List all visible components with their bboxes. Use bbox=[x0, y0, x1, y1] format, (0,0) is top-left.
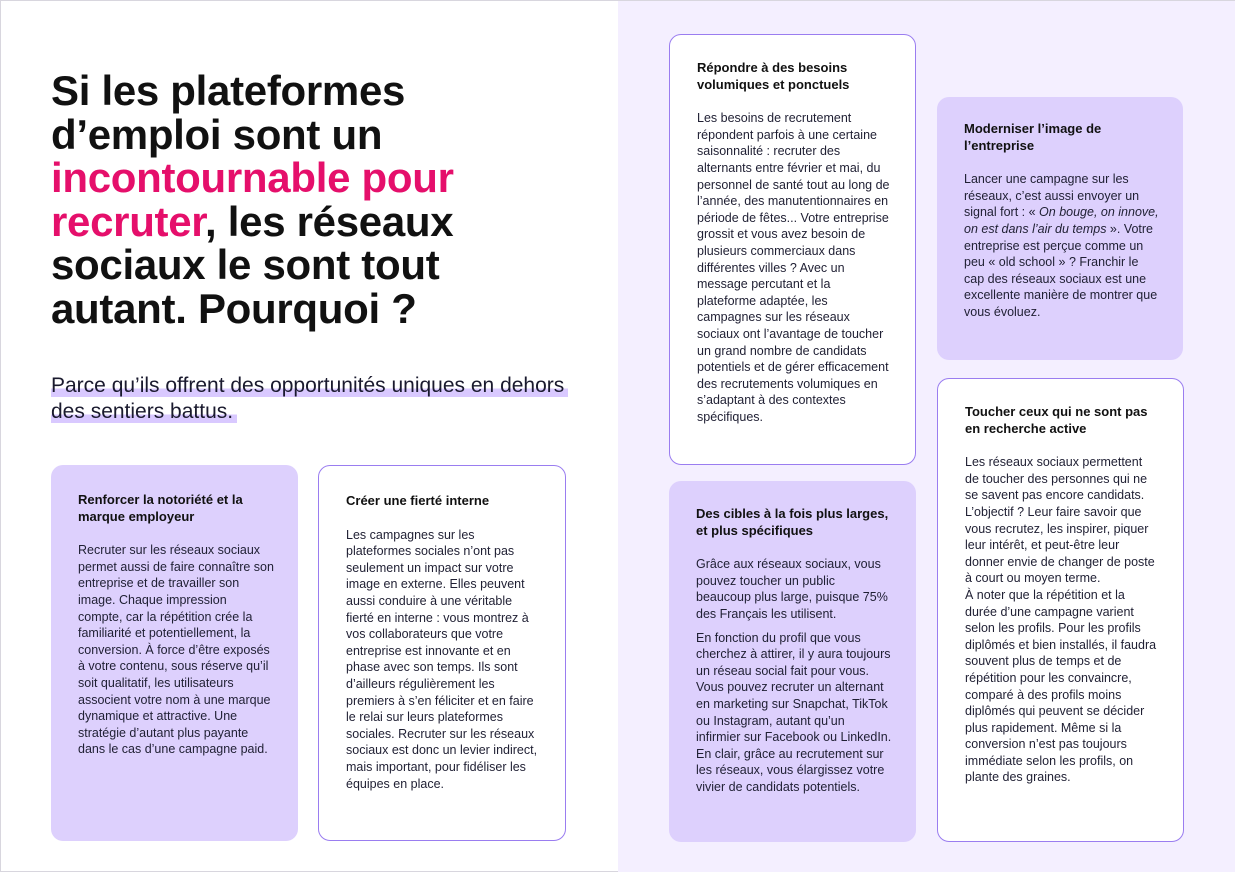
card-body-quote: On bouge, on innove, on est dans l’air du temps bbox=[964, 205, 1159, 236]
card-body: Les besoins de recrutement répondent parfois à une certaine saisonnalité : recruter des alternants entre février et mai, du personnel de santé tout au long de l’année, des manutentionnaires en période de fêtes... Votre entreprise grossit et vous avez besoin de plusieurs commerciaux dans différentes villes ? Avec un message percutant et la plateforme adaptée, les campagnes sur les réseaux sociaux ont l’avantage de toucher un grand nombre de candidats potentiels et de gérer efficacement des recrutements volumiques en s’adaptant à des contextes spécifiques. bbox=[697, 111, 890, 424]
card-body-paragraph-1: Les réseaux sociaux permettent de toucher des personnes qui ne se savent pas encore candidats. L’objectif ? Leur faire savoir que vous recrutez, les inspirer, piquer leur intérêt, et peut-être leur donner envie de changer de poste à court ou moyen terme. bbox=[965, 455, 1155, 586]
card-body bbox=[965, 454, 1159, 786]
card-renforcer-notoriete bbox=[51, 465, 298, 841]
card-body-after-quote: ». Votre entreprise est perçue comme un peu « old school » ? Franchir le cap des réseaux sociaux est une excellente manière de montrer que vous évoluez. bbox=[964, 221, 1158, 319]
headline-accent: incontournable pour recruter bbox=[51, 154, 454, 245]
card-title: Répondre à des besoins volumiques et ponctuels bbox=[697, 60, 850, 92]
card-besoins-volumiques bbox=[669, 34, 916, 465]
card-fierte-interne bbox=[318, 465, 566, 841]
card-title: Renforcer la notoriété et la marque employeur bbox=[78, 492, 243, 524]
card-body bbox=[964, 171, 1159, 320]
card-cibles-larges bbox=[669, 481, 916, 842]
subtitle-highlighted-text: Parce qu’ils offrent des opportunités uniques en dehors des sentiers battus. bbox=[51, 374, 568, 423]
card-moderniser-image bbox=[937, 97, 1183, 360]
page-subtitle bbox=[51, 373, 571, 425]
card-title: Des cibles à la fois plus larges, et plus spécifiques bbox=[696, 506, 889, 538]
card-body-before-quote: Lancer une campagne sur les réseaux, c’est aussi envoyer un signal fort : « bbox=[964, 172, 1140, 220]
card-body-paragraph-1: Grâce aux réseaux sociaux, vous pouvez toucher un public beaucoup plus large, puisque 75% des Français les utilisent. bbox=[696, 557, 888, 621]
card-body-paragraph-2: En fonction du profil que vous cherchez à attirer, il y aura toujours un réseau social fait pour vous. Vous pouvez recruter un alternant en marketing sur Snapchat, TikTok ou Instagram, autant qu’un infirmier sur Facebook ou LinkedIn. En clair, grâce au recrutement sur les réseaux, vous élargissez votre vivier de candidats potentiels. bbox=[696, 630, 892, 794]
card-body: Les campagnes sur les plateformes sociales n’ont pas seulement un impact sur votre image en externe. Elles peuvent aussi conduire à une véritable fierté en interne : vous montrez à vos collaborateurs que votre entreprise est innovante et en phase avec son temps. Ils sont d’ailleurs régulièrement les premiers à s’en féliciter et en faire le relai sur leurs plateformes sociales. Recruter sur les réseaux sociaux est donc un levier indirect, mais important, pour fidéliser les équipes en place. bbox=[346, 527, 538, 791]
card-title: Toucher ceux qui ne sont pas en recherche active bbox=[965, 404, 1148, 436]
card-title: Créer une fierté interne bbox=[346, 493, 490, 508]
card-body-paragraph-2: À noter que la répétition et la durée d’une campagne varient selon les profils. Pour les profils diplômés et bien installés, il faudra souvent plus de temps et de répétition pour les convaincre, comparé à des profils moins diplômés qui peuvent se décider plus rapidement. Même si la conversion n’est pas toujours immédiate selon les profils, on plante des graines. bbox=[965, 587, 1157, 785]
headline-part-1: Si les plateformes d’emploi sont un bbox=[51, 67, 406, 158]
card-title: Moderniser l’image de l’entreprise bbox=[964, 121, 1102, 153]
card-body: Recruter sur les réseaux sociaux permet aussi de faire connaître son entreprise et de travailler son image. Chaque impression compte, car la répétition crée la familiarité et potentiellement, la conversion. À force d’être exposés à votre contenu, sous réserve qu’il soit qualitatif, les utilisateurs associent votre nom à une marque dynamique et attractive. Une stratégie d’autant plus payante dans le cas d’une campagne paid. bbox=[78, 543, 274, 757]
card-recherche-active bbox=[937, 378, 1184, 842]
page-headline bbox=[51, 69, 571, 330]
headline-part-2: , les réseaux sociaux le sont tout autant. Pourquoi ? bbox=[51, 197, 454, 332]
